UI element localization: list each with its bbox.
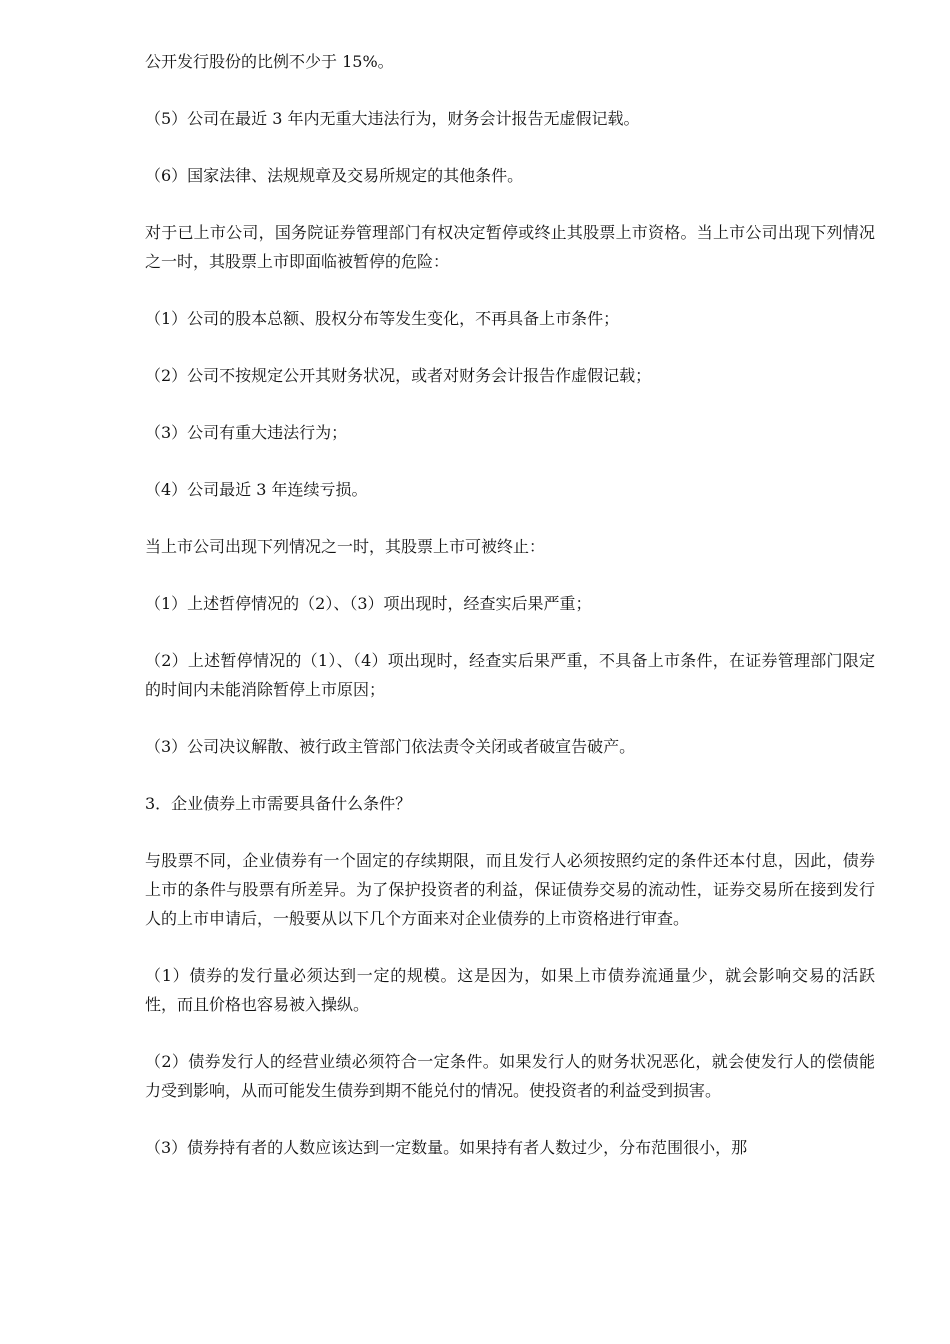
section-heading: 3．企业债券上市需要具备什么条件？ — [145, 794, 412, 813]
paragraph-14: 与股票不同，企业债券有一个固定的存续期限，而且发行人必须按照约定的条件还本付息，因此，债券上市的条件与股票有所差异。为了保护投资者的利益，保证债券交易的流动性，证券交易所在接到发行人的上市申请后，一般要从以下几个方面来对企业债券的上市资格进行审查。 — [145, 851, 875, 928]
paragraph-17: （3）债券持有者的人数应该达到一定数量。如果持有者人数过少，分布范围很小，那 — [145, 1138, 748, 1157]
paragraph-11: （2）上述暂停情况的（1）、（4）项出现时，经查实后果严重，不具备上市条件，在证券管理部门限定的时间内未能消除暂停上市原因； — [145, 651, 875, 699]
paragraph-12: （3）公司决议解散、被行政主管部门依法责令关闭或者破宣告破产。 — [145, 737, 636, 756]
paragraph-5: （1）公司的股本总额、股权分布等发生变化，不再具备上市条件； — [145, 309, 620, 328]
document-page — [145, 47, 875, 1190]
paragraph-8: （4）公司最近 3 年连续亏损。 — [145, 480, 368, 499]
paragraph-4: 对于已上市公司，国务院证券管理部门有权决定暂停或终止其股票上市资格。当上市公司出现下列情况之一时，其股票上市即面临被暂停的危险： — [145, 223, 875, 271]
paragraph-3: （6）国家法律、法规规章及交易所规定的其他条件。 — [145, 166, 524, 185]
paragraph-9: 当上市公司出现下列情况之一时，其股票上市可被终止： — [145, 537, 546, 556]
paragraph-15: （1）债券的发行量必须达到一定的规模。这是因为，如果上市债券流通量少，就会影响交易的活跃性，而且价格也容易被入操纵。 — [145, 966, 875, 1014]
paragraph-2: （5）公司在最近 3 年内无重大违法行为，财务会计报告无虚假记载。 — [145, 109, 640, 128]
paragraph-10: （1）上述哲停情况的（2）、（3）项出现时，经查实后果严重； — [145, 594, 592, 613]
paragraph-7: （3）公司有重大违法行为； — [145, 423, 348, 442]
paragraph-16: （2）债券发行人的经营业绩必须符合一定条件。如果发行人的财务状况恶化，就会使发行人的偿债能力受到影响，从而可能发生债券到期不能兑付的情况。使投资者的利益受到损害。 — [145, 1052, 875, 1100]
paragraph-6: （2）公司不按规定公开其财务状况，或者对财务会计报告作虚假记载； — [145, 366, 652, 385]
paragraph-1: 公开发行股份的比例不少于 15%。 — [145, 52, 394, 71]
